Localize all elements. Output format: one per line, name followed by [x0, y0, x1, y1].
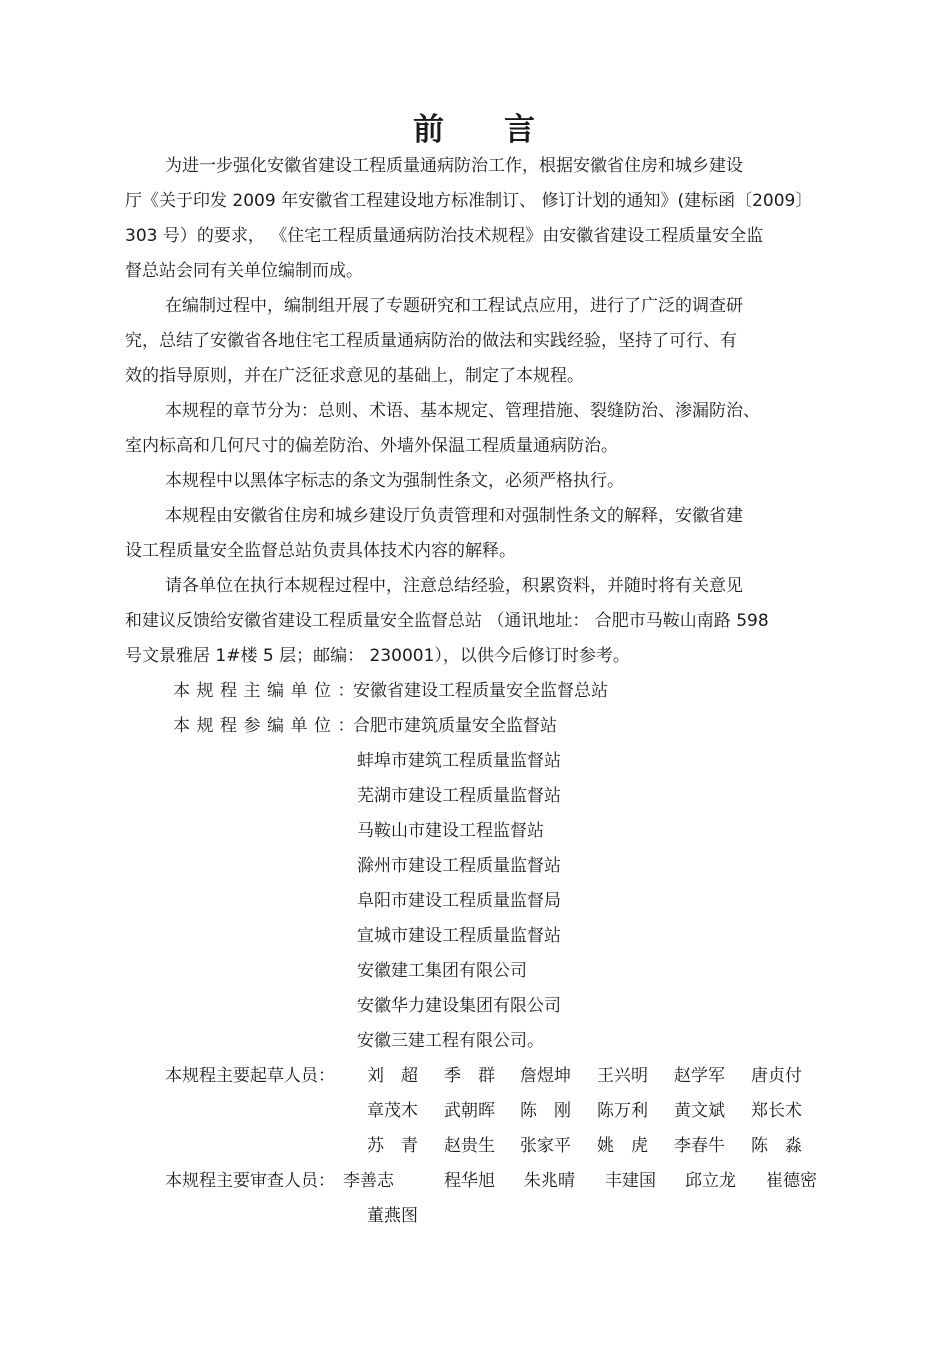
- chief-editor-unit: 安徽省建设工程质量安全监督总站: [353, 681, 608, 701]
- drafter-name: 李春牛: [674, 1136, 725, 1156]
- drafters-label: 本规程主要起草人员：: [165, 1066, 335, 1086]
- participant-unit: 阜阳市建设工程质量监督局: [357, 891, 561, 911]
- paragraph-line: 号文景雅居 1#楼 5 层；邮编： 230001），以供今后修订时参考。: [125, 646, 630, 666]
- participant-unit: 马鞍山市建设工程监督站: [357, 821, 544, 841]
- paragraph-line: 在编制过程中，编制组开展了专题研究和工程试点应用，进行了广泛的调查研: [165, 296, 743, 316]
- paragraph-line: 究，总结了安徽省各地住宅工程质量通病防治的做法和实践经验，坚持了可行、有: [125, 331, 737, 351]
- drafter-name: 王兴明: [597, 1066, 648, 1086]
- drafter-name: 赵贵生: [444, 1136, 495, 1156]
- participant-unit: 安徽华力建设集团有限公司: [357, 996, 561, 1016]
- paragraph-line: 室内标高和几何尺寸的偏差防治、外墙外保温工程质量通病防治。: [125, 436, 618, 456]
- participant-unit: 芜湖市建设工程质量监督站: [357, 786, 561, 806]
- title-char-2: 言: [504, 112, 537, 148]
- paragraph-line: 本规程的章节分为：总则、术语、基本规定、管理措施、裂缝防治、渗漏防治、: [165, 401, 760, 421]
- participant-unit: 合肥市建筑质量安全监督站: [353, 716, 557, 736]
- drafter-name: 赵学军: [674, 1066, 725, 1086]
- drafter-name: 陈 刚: [520, 1101, 571, 1121]
- paragraph-line: 本规程由安徽省住房和城乡建设厅负责管理和对强制性条文的解释，安徽省建: [165, 506, 743, 526]
- reviewer-name: 崔德密: [766, 1171, 817, 1191]
- reviewer-name: 邱立龙: [685, 1171, 736, 1191]
- page-title: [0, 104, 950, 149]
- paragraph-line: 效的指导原则，并在广泛征求意见的基础上，制定了本规程。: [125, 366, 584, 386]
- participant-unit: 安徽建工集团有限公司: [357, 961, 527, 981]
- participant-unit: 蚌埠市建筑工程质量监督站: [357, 751, 561, 771]
- paragraph-line: 为进一步强化安徽省建设工程质量通病防治工作，根据安徽省住房和城乡建设: [165, 156, 743, 176]
- drafter-name: 季 群: [444, 1066, 495, 1086]
- drafter-name: 苏 青: [367, 1136, 418, 1156]
- reviewer-name: 李善志: [343, 1171, 394, 1191]
- participant-unit: 宣城市建设工程质量监督站: [357, 926, 561, 946]
- participant-unit: 安徽三建工程有限公司。: [357, 1031, 544, 1051]
- reviewer-name: 朱兆晴: [524, 1171, 575, 1191]
- participant-unit: 滁州市建设工程质量监督站: [357, 856, 561, 876]
- drafter-name: 詹煜坤: [520, 1066, 571, 1086]
- paragraph-line: 303 号）的要求， 《住宅工程质量通病防治技术规程》由安徽省建设工程质量安全监: [125, 226, 764, 246]
- drafter-name: 章茂木: [367, 1101, 418, 1121]
- title-char-1: 前: [413, 112, 446, 148]
- drafter-name: 陈 淼: [751, 1136, 802, 1156]
- reviewer-name: 丰建国: [605, 1171, 656, 1191]
- paragraph-line: 和建议反馈给安徽省建设工程质量安全监督总站 （通讯地址： 合肥市马鞍山南路 598: [125, 611, 769, 631]
- drafter-name: 刘 超: [367, 1066, 418, 1086]
- paragraph-line: 设工程质量安全监督总站负责具体技术内容的解释。: [125, 541, 516, 561]
- chief-editor-label: 本规程主编单位：: [173, 681, 361, 701]
- drafter-name: 张家平: [520, 1136, 571, 1156]
- reviewer-name: 程华旭: [444, 1171, 495, 1191]
- reviewer-name: 董燕图: [367, 1206, 418, 1226]
- drafter-name: 姚 虎: [597, 1136, 648, 1156]
- paragraph-line: 本规程中以黑体字标志的条文为强制性条文，必须严格执行。: [165, 471, 624, 491]
- reviewers-label: 本规程主要审查人员：: [165, 1171, 335, 1191]
- participants-label: 本规程参编单位：: [173, 716, 361, 736]
- paragraph-line: 请各单位在执行本规程过程中，注意总结经验，积累资料，并随时将有关意见: [165, 576, 743, 596]
- paragraph-line: 厅《关于印发 2009 年安徽省工程建设地方标准制订、 修订计划的通知》(建标函〔2009〕: [125, 191, 813, 211]
- drafter-name: 郑长术: [751, 1101, 802, 1121]
- drafter-name: 黄文斌: [674, 1101, 725, 1121]
- paragraph-line: 督总站会同有关单位编制而成。: [125, 261, 363, 281]
- drafter-name: 陈万利: [597, 1101, 648, 1121]
- drafter-name: 武朝晖: [444, 1101, 495, 1121]
- drafter-name: 唐贞付: [751, 1066, 802, 1086]
